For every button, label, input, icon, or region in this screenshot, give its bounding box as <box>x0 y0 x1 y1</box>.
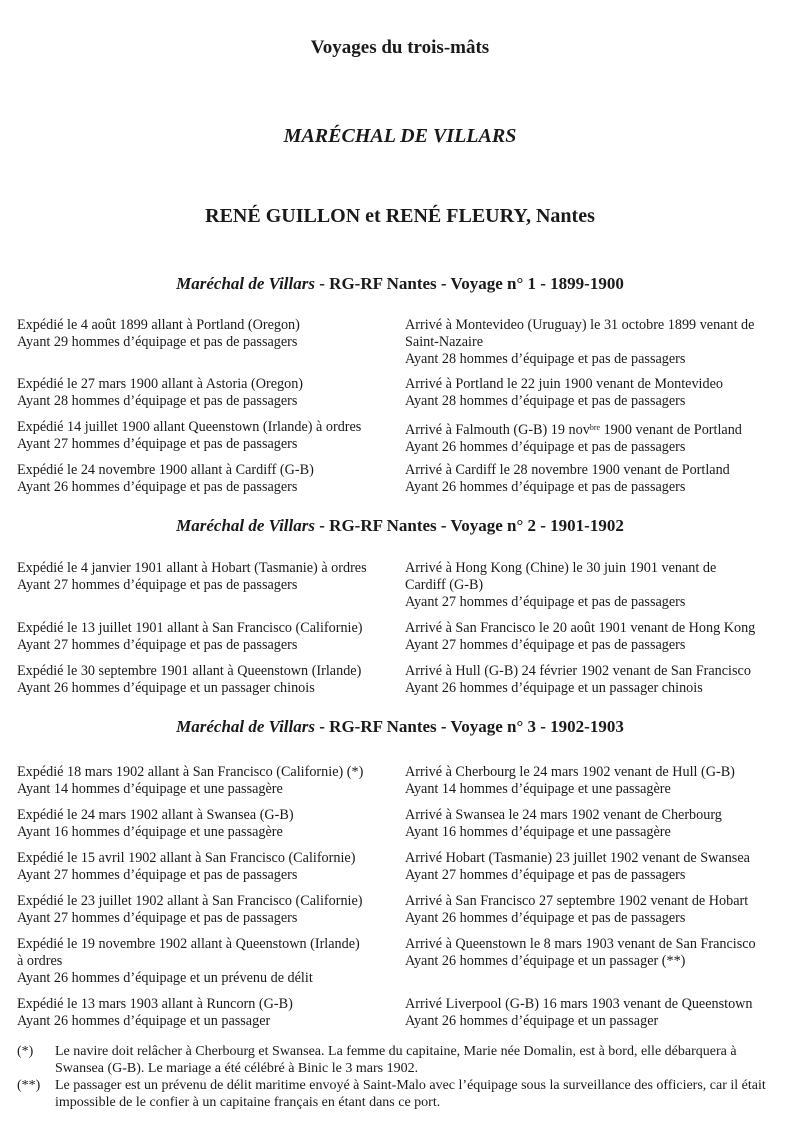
departure-line-continued: à ordres <box>17 953 63 969</box>
voyage-1-heading <box>0 274 800 294</box>
arrival-entry <box>405 560 790 611</box>
voyage-3-heading <box>0 717 800 737</box>
abbreviation-superscript: bre <box>589 423 601 432</box>
arrival-line: Arrivé Hobart (Tasmanie) 23 juillet 1902 venant de Swansea <box>405 850 750 866</box>
arrival-line: Arrivé à Montevideo (Uruguay) le 31 octobre 1899 venant de <box>405 317 755 333</box>
departure-line: Expédié le 19 novembre 1902 allant à Queenstown (Irlande) <box>17 936 360 952</box>
crew-line: Ayant 28 hommes d’équipage et pas de passagers <box>405 393 686 409</box>
crew-line: Ayant 28 hommes d’équipage et pas de passagers <box>405 351 686 367</box>
crew-line: Ayant 16 hommes d’équipage et une passagère <box>405 824 671 840</box>
departure-line: Expédié le 15 avril 1902 allant à San Francisco (Californie) <box>17 850 356 866</box>
crew-line: Ayant 27 hommes d’équipage et pas de passagers <box>17 910 298 926</box>
crew-line: Ayant 26 hommes d’équipage et un passager <box>17 1013 271 1029</box>
arrival-entry <box>405 936 790 970</box>
document-title: Voyages du trois-mâts <box>310 37 490 58</box>
crew-line: Ayant 26 hommes d’équipage et un passager chinois <box>405 680 703 696</box>
crew-line: Ayant 26 hommes d’équipage et un passager (**) <box>405 953 686 969</box>
arrival-text-tail: 1900 venant de Portland <box>600 422 742 438</box>
arrival-entry <box>405 317 790 368</box>
crew-line: Ayant 27 hommes d’équipage et pas de passagers <box>17 577 298 593</box>
crew-line: Ayant 29 hommes d’équipage et pas de passagers <box>17 334 298 350</box>
voyage-details: - RG-RF Nantes - Voyage n° 3 - 1902-1903 <box>315 717 624 736</box>
arrival-line-continued: Cardiff (G-B) <box>405 577 484 593</box>
departure-entry <box>17 462 402 496</box>
ship-name: MARÉCHAL DE VILLARS <box>283 125 517 147</box>
voyage-2-heading <box>0 516 800 536</box>
footnote-mark: (**) <box>17 1078 41 1093</box>
departure-entry <box>17 850 402 884</box>
departure-line: Expédié le 23 juillet 1902 allant à San Francisco (Californie) <box>17 893 363 909</box>
departure-line: Expédié le 27 mars 1900 allant à Astoria (Oregon) <box>17 376 304 392</box>
departure-line: Expédié le 24 mars 1902 allant à Swansea (G-B) <box>17 807 294 823</box>
departure-line: Expédié le 24 novembre 1900 allant à Cardiff (G-B) <box>17 462 314 478</box>
departure-entry <box>17 419 402 453</box>
departure-entry <box>17 317 402 351</box>
footnote-text: Le navire doit relâcher à Cherbourg et Swansea. La femme du capitaine, Marie née Domalin, est à bord, elle débarquera à Swansea (G-B). Le mariage a été célébré à Binic le 3 mars 1902. <box>55 1044 737 1076</box>
arrival-entry <box>405 620 790 654</box>
crew-line: Ayant 14 hommes d’équipage et une passagère <box>17 781 283 797</box>
departure-entry <box>17 376 402 410</box>
departure-entry <box>17 663 402 697</box>
departure-entry <box>17 807 402 841</box>
departure-entry <box>17 936 402 987</box>
crew-line: Ayant 26 hommes d’équipage et pas de passagers <box>405 910 686 926</box>
crew-line: Ayant 26 hommes d’équipage et pas de passagers <box>17 479 298 495</box>
arrival-line: Arrivé Liverpool (G-B) 16 mars 1903 venant de Queenstown <box>405 996 753 1012</box>
voyage-details: - RG-RF Nantes - Voyage n° 1 - 1899-1900 <box>315 274 624 293</box>
crew-line: Ayant 27 hommes d’équipage et pas de passagers <box>405 594 686 610</box>
crew-line: Ayant 27 hommes d’équipage et pas de passagers <box>17 436 298 452</box>
arrival-line: Arrivé à San Francisco 27 septembre 1902 venant de Hobart <box>405 893 749 909</box>
departure-line: Expédié le 4 janvier 1901 allant à Hobart (Tasmanie) à ordres <box>17 560 367 576</box>
departure-line: Expédié 14 juillet 1900 allant Queenstown (Irlande) à ordres <box>17 419 362 435</box>
arrival-entry <box>405 807 790 841</box>
crew-line: Ayant 26 hommes d’équipage et un passager chinois <box>17 680 315 696</box>
arrival-entry <box>405 850 790 884</box>
departure-line: Expédié le 13 mars 1903 allant à Runcorn (G-B) <box>17 996 293 1012</box>
crew-line: Ayant 26 hommes d’équipage et pas de passagers <box>405 479 686 495</box>
footnotes <box>17 1043 787 1111</box>
arrival-line: Arrivé à Cherbourg le 24 mars 1902 venant de Hull (G-B) <box>405 764 735 780</box>
arrival-entry <box>405 376 790 410</box>
voyage-ship-name: Maréchal de Villars <box>176 274 315 293</box>
crew-line: Ayant 26 hommes d’équipage et un passager <box>405 1013 659 1029</box>
departure-line: Expédié le 30 septembre 1901 allant à Queenstown (Irlande) <box>17 663 362 679</box>
arrival-line: Arrivé à San Francisco le 20 août 1901 venant de Hong Kong <box>405 620 756 636</box>
arrival-entry <box>405 893 790 927</box>
arrival-line: Arrivé à Cardiff le 28 novembre 1900 venant de Portland <box>405 462 730 478</box>
arrival-entry <box>405 996 790 1030</box>
voyage-details: - RG-RF Nantes - Voyage n° 2 - 1901-1902 <box>315 516 624 535</box>
crew-line: Ayant 14 hommes d’équipage et une passagère <box>405 781 671 797</box>
arrival-line <box>405 419 790 439</box>
departure-line: Expédié 18 mars 1902 allant à San Francisco (Californie) (*) <box>17 764 364 780</box>
owners-heading: RENÉ GUILLON et RENÉ FLEURY, Nantes <box>205 205 595 227</box>
footnote-mark: (*) <box>17 1044 34 1059</box>
departure-entry <box>17 996 402 1030</box>
voyage-ship-name: Maréchal de Villars <box>176 516 315 535</box>
arrival-line: Arrivé à Swansea le 24 mars 1902 venant de Cherbourg <box>405 807 722 823</box>
arrival-entry <box>405 764 790 798</box>
voyage-ship-name: Maréchal de Villars <box>176 717 315 736</box>
arrival-line-continued: Saint-Nazaire <box>405 334 483 350</box>
departure-line: Expédié le 4 août 1899 allant à Portland (Oregon) <box>17 317 300 333</box>
departure-entry <box>17 764 402 798</box>
departure-entry <box>17 893 402 927</box>
footnote <box>17 1077 787 1111</box>
footnote <box>17 1043 787 1077</box>
crew-line: Ayant 27 hommes d’équipage et pas de passagers <box>17 637 298 653</box>
departure-entry <box>17 620 402 654</box>
arrival-entry <box>405 462 790 496</box>
crew-line: Ayant 27 hommes d’équipage et pas de passagers <box>405 867 686 883</box>
crew-line: Ayant 26 hommes d’équipage et un prévenu de délit <box>17 970 313 986</box>
arrival-line: Arrivé à Queenstown le 8 mars 1903 venant de San Francisco <box>405 936 756 952</box>
arrival-entry <box>405 663 790 697</box>
footnote-text: Le passager est un prévenu de délit maritime envoyé à Saint-Malo avec l’équipage sous la surveillance des officiers, car il était impossible de le confier à un capitaine français en étant dans ce port. <box>55 1078 766 1110</box>
crew-line: Ayant 27 hommes d’équipage et pas de passagers <box>17 867 298 883</box>
arrival-line: Arrivé à Hong Kong (Chine) le 30 juin 1901 venant de <box>405 560 717 576</box>
arrival-entry <box>405 419 790 456</box>
arrival-line: Arrivé à Hull (G-B) 24 février 1902 venant de San Francisco <box>405 663 751 679</box>
crew-line: Ayant 27 hommes d’équipage et pas de passagers <box>405 637 686 653</box>
departure-entry <box>17 560 402 594</box>
arrival-text: Arrivé à Falmouth (G-B) 19 nov <box>405 422 590 438</box>
crew-line: Ayant 28 hommes d’équipage et pas de passagers <box>17 393 298 409</box>
departure-line: Expédié le 13 juillet 1901 allant à San Francisco (Californie) <box>17 620 363 636</box>
crew-line: Ayant 26 hommes d’équipage et pas de passagers <box>405 439 686 455</box>
crew-line: Ayant 16 hommes d’équipage et une passagère <box>17 824 283 840</box>
arrival-line: Arrivé à Portland le 22 juin 1900 venant de Montevideo <box>405 376 723 392</box>
